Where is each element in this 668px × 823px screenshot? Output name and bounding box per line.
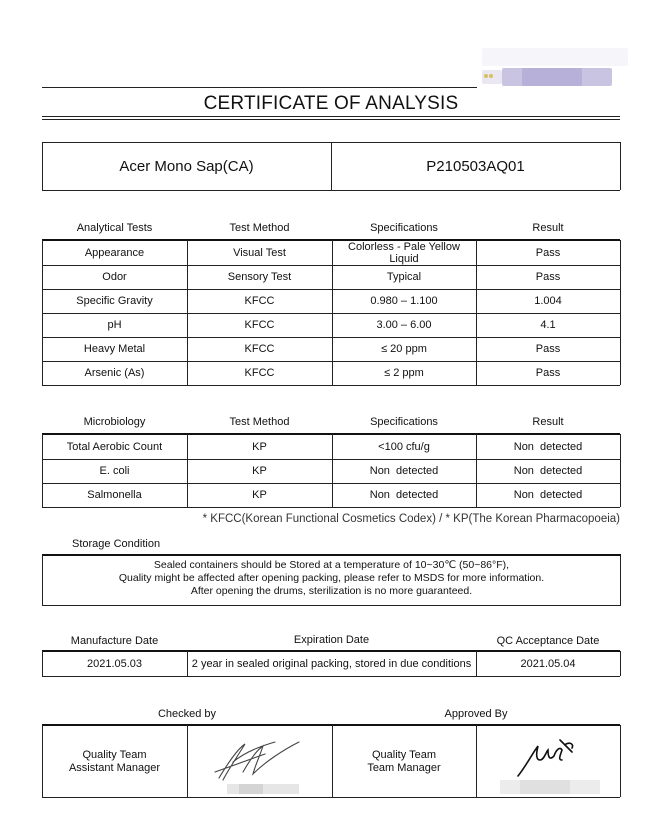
approver-org: Quality Team	[372, 748, 436, 761]
table-cell: ≤ 2 ppm	[384, 367, 424, 379]
table-cell: Non detected	[513, 489, 583, 501]
checker-role	[42, 725, 187, 797]
table-cell: Specific Gravity	[76, 295, 153, 307]
table-cell: Sensory Test	[227, 271, 292, 283]
table-cell: Pass	[535, 247, 561, 259]
table-cell: Pass	[535, 367, 561, 379]
approver-title: Team Manager	[367, 761, 441, 774]
page-title: CERTIFICATE OF ANALYSIS	[203, 93, 459, 114]
column-header: Test Method	[229, 222, 290, 234]
table-cell: Non detected	[369, 465, 439, 477]
checker-signature	[205, 732, 315, 794]
column-header: Specifications	[370, 222, 438, 234]
table-cell: KFCC	[244, 343, 275, 355]
table-cell: Typical	[386, 271, 422, 283]
table-cell: 0.980 – 1.100	[370, 295, 438, 307]
table-cell: Colorless - Pale Yellow Liquid	[348, 241, 460, 265]
storage-label: Storage Condition	[72, 538, 161, 550]
table-cell: 1.004	[534, 295, 562, 307]
table-cell: Arsenic (As)	[84, 367, 145, 379]
qc-acceptance-date: 2021.05.04	[520, 658, 576, 670]
column-header: Result	[532, 222, 564, 234]
manufacture-label: Manufacture Date	[70, 635, 159, 647]
qc-label: QC Acceptance Date	[496, 635, 600, 647]
column-header: Test Method	[229, 416, 290, 428]
column-header: Specifications	[370, 416, 438, 428]
storage-line: Quality might be affected after opening packing, please refer to MSDS for more information.	[118, 572, 545, 584]
table-cell: Appearance	[84, 247, 145, 259]
checker-title: Assistant Manager	[68, 761, 161, 774]
table-cell: KFCC	[244, 319, 275, 331]
storage-line: After opening the drums, sterilization is no more guaranteed.	[190, 585, 473, 597]
table-cell: Odor	[102, 271, 127, 283]
checker-org: Quality Team	[82, 748, 147, 761]
manufacture-date: 2021.05.03	[86, 658, 143, 670]
approved-by-label: Approved By	[444, 708, 508, 720]
table-cell: 3.00 – 6.00	[376, 319, 432, 331]
table-cell: Salmonella	[87, 489, 142, 501]
table-cell: Non detected	[513, 441, 583, 453]
product-name: Acer Mono Sap(CA)	[119, 157, 254, 175]
storage-line: Sealed containers should be Stored at a temperature of 10~30℃ (50~86°F),	[153, 559, 510, 571]
table-cell: Pass	[535, 343, 561, 355]
table-cell: 4.1	[540, 319, 556, 331]
table-cell: KFCC	[244, 295, 275, 307]
table-cell: Total Aerobic Count	[66, 441, 163, 453]
table-cell: KP	[252, 441, 267, 453]
expiration-date: 2 year in sealed original packing, stored in due conditions	[191, 658, 472, 670]
table-cell: KFCC	[244, 367, 275, 379]
storage-text	[43, 559, 620, 598]
expiration-label: Expiration Date	[293, 634, 370, 646]
table-cell: Visual Test	[233, 247, 286, 259]
column-header: Microbiology	[83, 416, 146, 428]
footnote: * KFCC(Korean Functional Cosmetics Codex) / * KP(The Korean Pharmacopoeia)	[202, 513, 620, 525]
table-cell: Non detected	[369, 489, 439, 501]
approver-role	[332, 725, 476, 797]
table-cell: ≤ 20 ppm	[381, 343, 427, 355]
approver-signature	[500, 730, 610, 794]
table-cell: E. coli	[99, 465, 130, 477]
lot-number: P210503AQ01	[426, 157, 525, 175]
table-cell: pH	[107, 319, 122, 331]
table-cell: Pass	[535, 271, 561, 283]
checked-by-label: Checked by	[157, 708, 217, 720]
column-header: Analytical Tests	[76, 222, 153, 234]
table-cell: <100 cfu/g	[378, 441, 430, 453]
company-logo	[482, 48, 628, 90]
table-cell: KP	[252, 489, 267, 501]
column-header: Result	[532, 416, 564, 428]
table-cell: KP	[252, 465, 267, 477]
table-cell: Heavy Metal	[83, 343, 146, 355]
table-cell: Non detected	[513, 465, 583, 477]
